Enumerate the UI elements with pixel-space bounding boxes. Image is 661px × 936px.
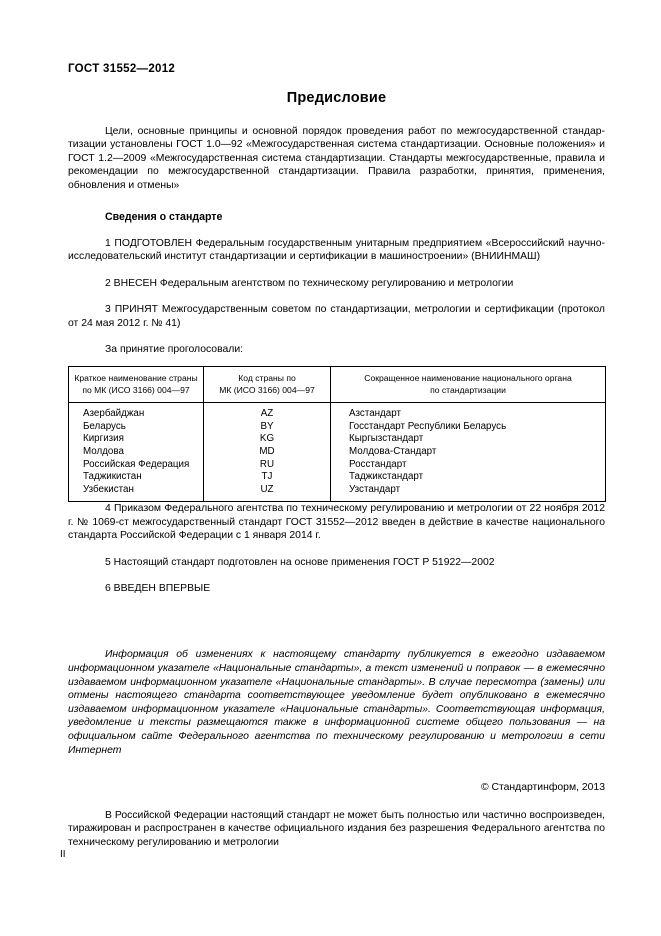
copyright-line: © Стандартинформ, 2013 bbox=[480, 782, 605, 793]
vote-table bbox=[68, 366, 606, 502]
column-header-country-line1: Краткое наименование страны bbox=[74, 373, 198, 384]
column-header-code-line1: Код страны по bbox=[238, 373, 296, 384]
cell-country: Беларусь bbox=[83, 420, 126, 432]
cell-code-column bbox=[204, 403, 331, 502]
cell-national-body: Молдова-Стандарт bbox=[349, 446, 437, 458]
cell-national-body: Росстандарт bbox=[349, 458, 407, 470]
document-header-code: ГОСТ 31552—2012 bbox=[68, 63, 176, 75]
standard-info-heading: Сведения о стандарте bbox=[105, 211, 223, 224]
cell-national-body: Госстандарт Республики Беларусь bbox=[349, 420, 507, 432]
foreword-item-4: 4 Приказом Федерального агентства по техническому регулированию и метрологии от 22 ноября 2012 г. № 1069-ст межгосударственный стандарт ГОСТ 31552—2012 введен в действие в качестве национального стандарта Российской Федерации с 1 января 2014 г. bbox=[68, 503, 605, 542]
page-number: II bbox=[60, 849, 66, 860]
cell-country: Азербайджан bbox=[83, 408, 145, 420]
cell-code: RU bbox=[259, 458, 275, 470]
cell-country: Узбекистан bbox=[83, 483, 134, 495]
table-row bbox=[69, 403, 606, 502]
amendment-notice: Информация об изменениях к настоящему стандарту публикуется в ежегодно издаваемом информационном указателе «Национальные стандарты», а текст изменений и поправок — в ежемесячно издаваемом информационном указателе «Национальные стандарты». В случае пересмотра (замены) или отмены настоящего стандарта соответствующее уведомление будет опубликовано в ежемесячно издаваемом информационном указателе «Национальные стандарты». Соответствующая информация, уведомление и тексты размещаются также в информационной системе общего пользования — на официальном сайте Федерального агентства по техническому регулированию и метрологии в сети Интернет bbox=[68, 649, 605, 756]
foreword-item-1: 1 ПОДГОТОВЛЕН Федеральным государственным унитарным предприятием «Всероссийский научно-исследовательский институт стандартизации и сертификации в машиностроении» (ВНИИНМАШ) bbox=[68, 238, 605, 263]
column-header-body bbox=[331, 367, 606, 403]
cell-country-column bbox=[69, 403, 204, 502]
cell-body-column bbox=[331, 403, 606, 502]
cell-national-body: Узстандарт bbox=[349, 483, 401, 495]
column-header-body-line1: Сокращенное наименование национального органа bbox=[364, 373, 572, 384]
cell-code: KG bbox=[259, 433, 275, 445]
cell-national-body: Таджикстандарт bbox=[349, 471, 424, 483]
foreword-item-6: 6 ВВЕДЕН ВПЕРВЫЕ bbox=[105, 583, 211, 595]
foreword-item-5: 5 Настоящий стандарт подготовлен на основе применения ГОСТ Р 51922—2002 bbox=[105, 556, 495, 568]
cell-national-body: Кыргызстандарт bbox=[349, 433, 424, 445]
column-header-code-line2: МК (ИСО 3166) 004—97 bbox=[219, 384, 315, 395]
cell-national-body: Азстандарт bbox=[349, 408, 401, 420]
cell-code: UZ bbox=[260, 483, 274, 495]
foreword-item-3: 3 ПРИНЯТ Межгосударственным советом по стандартизации, метрологии и сертификации (протокол от 24 мая 2012 г. № 41) bbox=[68, 304, 605, 329]
cell-country: Киргизия bbox=[83, 433, 124, 445]
column-header-code bbox=[204, 367, 331, 403]
cell-code: MD bbox=[259, 446, 275, 458]
foreword-item-2: 2 ВНЕСЕН Федеральным агентством по техническому регулированию и метрологии bbox=[105, 277, 514, 289]
page-title: Предисловие bbox=[286, 90, 387, 106]
cell-code: BY bbox=[260, 420, 274, 432]
cell-country: Российская Федерация bbox=[83, 458, 190, 470]
document-content bbox=[68, 90, 605, 757]
reproduction-note: В Российской Федерации настоящий стандарт не может быть полностью или частично воспроизведен, тиражирован и распространен в качестве официального издания без разрешения Федерального агентства по техническому регулированию и метрологии bbox=[68, 810, 605, 848]
table-header-row bbox=[69, 367, 606, 403]
cell-code: AZ bbox=[260, 408, 274, 420]
notice-spacer bbox=[68, 608, 605, 648]
cell-country: Таджикистан bbox=[83, 471, 142, 483]
vote-intro-text: За принятие проголосовали: bbox=[105, 344, 244, 356]
foreword-intro-paragraph: Цели, основные принципы и основной порядок проведения работ по межгосударственной стандартизации установлены ГОСТ 1.0—92 «Межгосударственная система стандартизации. Основные положения» и ГОСТ 1.2—2009 «Межгосударственная система стандартизации. Стандарты межгосударственные, правила и рекомендации по межгосударственной стандартизации. Правила разработки, принятия, применения, обновления и отмены» bbox=[68, 126, 605, 191]
cell-country: Молдова bbox=[83, 446, 124, 458]
column-header-country bbox=[69, 367, 204, 403]
cell-code: TJ bbox=[261, 471, 273, 483]
column-header-country-line2: по МК (ИСО 3166) 004—97 bbox=[82, 384, 190, 395]
vote-table-header bbox=[69, 367, 606, 403]
vote-table-body bbox=[69, 403, 606, 502]
column-header-body-line2: по стандартизации bbox=[430, 384, 506, 395]
